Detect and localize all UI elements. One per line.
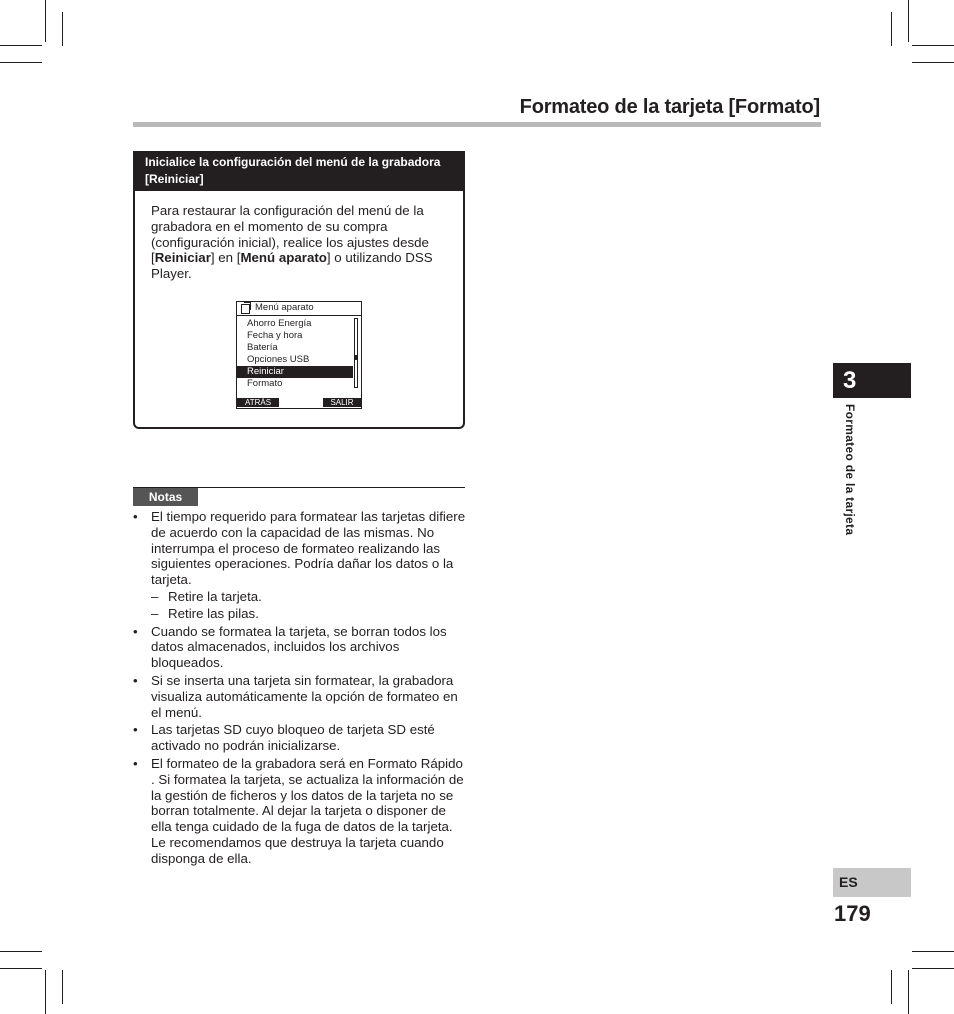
info-box-text — [151, 203, 456, 282]
chapter-side-title: Formateo de la tarjeta — [843, 404, 857, 536]
note-subitem-text: Retire las pilas. — [168, 605, 259, 621]
screen-title-bar — [237, 302, 361, 316]
note-item — [133, 673, 467, 720]
bold-term: Menú aparato — [240, 250, 327, 266]
text-run: ] o utilizando DSS Player. — [151, 250, 433, 282]
crop-mark — [912, 45, 954, 46]
text-run: Para restaurar la configuración del menú de la grabadora en el momento de su compra (configuración inicial), realice los ajustes desde [ — [151, 203, 429, 266]
crop-mark — [0, 45, 42, 46]
bold-term: Reiniciar — [154, 250, 211, 266]
screen-back-label: ATRÁS — [237, 398, 279, 407]
crop-mark — [0, 968, 42, 969]
notes-label: Notas — [133, 488, 198, 506]
crop-mark — [912, 62, 954, 63]
crop-mark — [62, 970, 63, 1004]
note-item — [133, 624, 467, 671]
note-subitem-text: Retire la tarjeta. — [168, 588, 262, 604]
note-item — [133, 722, 467, 754]
page-title: Formateo de la tarjeta [Formato] — [519, 96, 820, 118]
dash: – — [151, 605, 159, 621]
crop-mark — [908, 0, 909, 42]
note-item — [133, 756, 467, 867]
screen-menu-item: Ahorro Energía — [247, 318, 312, 329]
info-box-heading-line: [Reiniciar] — [145, 172, 204, 186]
note-text: Si se inserta una tarjeta sin formatear, la grabadora visualiza automáticamente la opción de formateo en el menú. — [151, 672, 458, 720]
crop-mark — [45, 0, 46, 42]
bullet: • — [133, 509, 138, 524]
title-rule — [133, 122, 821, 127]
bullet: • — [133, 623, 138, 639]
page-number: 179 — [834, 901, 871, 926]
crop-mark — [912, 968, 954, 969]
crop-mark — [912, 951, 954, 952]
note-text: El tiempo requerido para formatear las tarjetas difiere de acuerdo con la capacidad de las mismas. No interrumpa el proceso de formateo realizando las siguientes operaciones. Podría dañar los datos o la tarjeta. — [151, 509, 466, 588]
note-text: Las tarjetas SD cuyo bloqueo de tarjeta SD esté activado no podrán inicializarse. — [151, 722, 435, 754]
screen-menu-list — [237, 318, 353, 390]
screen-scrollbar — [354, 318, 358, 388]
device-screen-illustration — [236, 301, 362, 409]
crop-mark — [891, 12, 892, 46]
crop-mark — [0, 62, 42, 63]
crop-mark — [62, 12, 63, 46]
screen-menu-item-selected: Reiniciar — [237, 366, 353, 378]
bullet: • — [133, 672, 138, 688]
screen-exit-label: SALIR — [323, 398, 361, 407]
screen-menu-item: Formato — [247, 378, 283, 389]
note-text: Cuando se formatea la tarjeta, se borran todos los datos almacenados, incluidos los archivos bloqueados. — [151, 623, 447, 671]
note-item — [133, 509, 467, 622]
crop-mark — [891, 970, 892, 1004]
scroll-thumb — [355, 355, 357, 360]
screen-menu-item: Fecha y hora — [247, 330, 303, 341]
note-text: El formateo de la grabadora será en Formato Rápido . Si formatea la tarjeta, se actualiza la información de la gestión de ficheros y los datos de la tarjeta no se borran totalmente. Al dejar la tarjeta o disponer de ella tenga cuidado de la fuga de datos de la tarjeta. Le recomendamos que destruya la tarjeta cuando disponga de ella. — [151, 755, 464, 866]
screen-menu-item: Batería — [247, 342, 278, 353]
crop-mark — [0, 951, 42, 952]
bullet: • — [133, 722, 138, 738]
language-tab: ES — [833, 868, 911, 897]
chapter-tab: 3 — [833, 363, 911, 398]
notes-list — [133, 509, 467, 869]
info-box-heading — [133, 151, 465, 191]
note-subitem — [133, 589, 467, 605]
menu-folder-icon — [241, 304, 250, 314]
bullet: • — [133, 755, 138, 771]
screen-menu-item: Opciones USB — [247, 354, 310, 365]
crop-mark — [45, 970, 46, 1014]
crop-mark — [908, 970, 909, 1014]
text-run: ] en [ — [210, 250, 241, 266]
dash: – — [151, 588, 159, 604]
info-box-heading-line: Inicialice la configuración del menú de la grabadora — [145, 155, 441, 169]
note-subitem — [133, 606, 467, 622]
screen-title: Menú aparato — [255, 302, 314, 313]
